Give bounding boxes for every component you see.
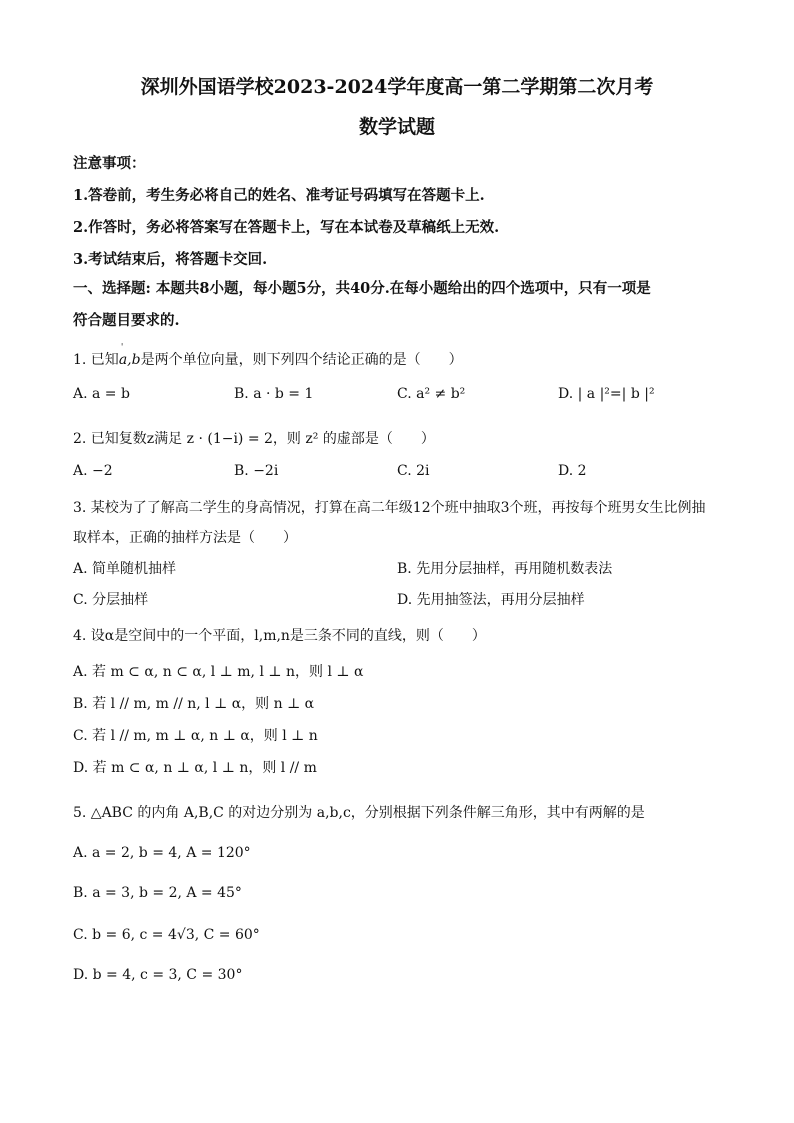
exam-title: 深圳外国语学校2023-2024学年度高一第二学期第二次月考 [140,76,654,98]
q4-stem: 4. 设α是空间中的一个平面，l,m,n是三条不同的直线，则（ ） [73,628,486,644]
q3-option-a: A. 简单随机抽样 [73,561,177,577]
note-item-3: 3.考试结束后，将答题卡交回. [73,251,268,268]
q4-option-d: D. 若 m ⊂ α, n ⊥ α, l ⊥ n，则 l // m [73,760,317,776]
q1-option-c: C. a² ≠ b² [397,386,466,402]
q4-option-a: A. 若 m ⊂ α, n ⊂ α, l ⊥ m, l ⊥ n，则 l ⊥ α [73,664,364,680]
q1-vars: ' a,b [119,352,141,368]
q1-option-d: D. | a |²=| b |² [558,386,655,402]
notes-heading: 注意事项： [73,155,146,172]
q3-option-b: B. 先用分层抽样，再用随机数表法 [397,561,613,577]
q3-stem-line2: 取样本，正确的抽样方法是（ ） [73,530,297,546]
q3-option-d: D. 先用抽签法，再用分层抽样 [397,592,585,608]
q2-option-c: C. 2i [397,463,430,479]
q1-prefix: 1. 已知 [73,352,119,368]
note-item-1: 1.答卷前，考生务必将自己的姓名、准考证号码填写在答题卡上. [73,187,485,204]
section1-heading-line2: 符合题目要求的. [73,312,180,329]
q5-option-d: D. b = 4, c = 3, C = 30° [73,967,243,983]
q3-stem-line1: 3. 某校为了了解高二学生的身高情况，打算在高二年级12个班中抽取3个班，再按每个班男女生比例抽 [73,500,706,516]
q3-option-c: C. 分层抽样 [73,592,149,608]
q2-option-a: A. −2 [73,463,113,479]
q5-stem: 5. △ABC 的内角 A,B,C 的对边分别为 a,b,c，分别根据下列条件解三角形，其中有两解的是 [73,805,645,821]
q5-option-c: C. b = 6, c = 4√3, C = 60° [73,927,260,943]
q5-option-b: B. a = 3, b = 2, A = 45° [73,885,242,901]
q2-option-d: D. 2 [558,463,587,479]
q4-option-c: C. 若 l // m, m ⊥ α, n ⊥ α，则 l ⊥ n [73,728,318,744]
q2-stem: 2. 已知复数z满足 z · (1−i) = 2，则 z² 的虚部是（ ） [73,431,435,447]
q2-option-b: B. −2i [234,463,279,479]
q4-option-b: B. 若 l // m, m // n, l ⊥ α，则 n ⊥ α [73,696,315,712]
note-item-2: 2.作答时，务必将答案写在答题卡上，写在本试卷及草稿纸上无效. [73,219,500,236]
section1-heading-line1: 一、选择题: 本题共8小题，每小题5分，共40分.在每小题给出的四个选项中，只有一项是 [73,280,651,297]
q5-option-a: A. a = 2, b = 4, A = 120° [73,845,251,861]
exam-subtitle: 数学试题 [358,116,435,138]
q1-suffix: 是两个单位向量，则下列四个结论正确的是（ ） [140,352,463,368]
q1-stem [73,349,463,369]
q1-option-b: B. a · b = 1 [234,386,314,402]
q1-option-a: A. a = b [73,386,130,402]
